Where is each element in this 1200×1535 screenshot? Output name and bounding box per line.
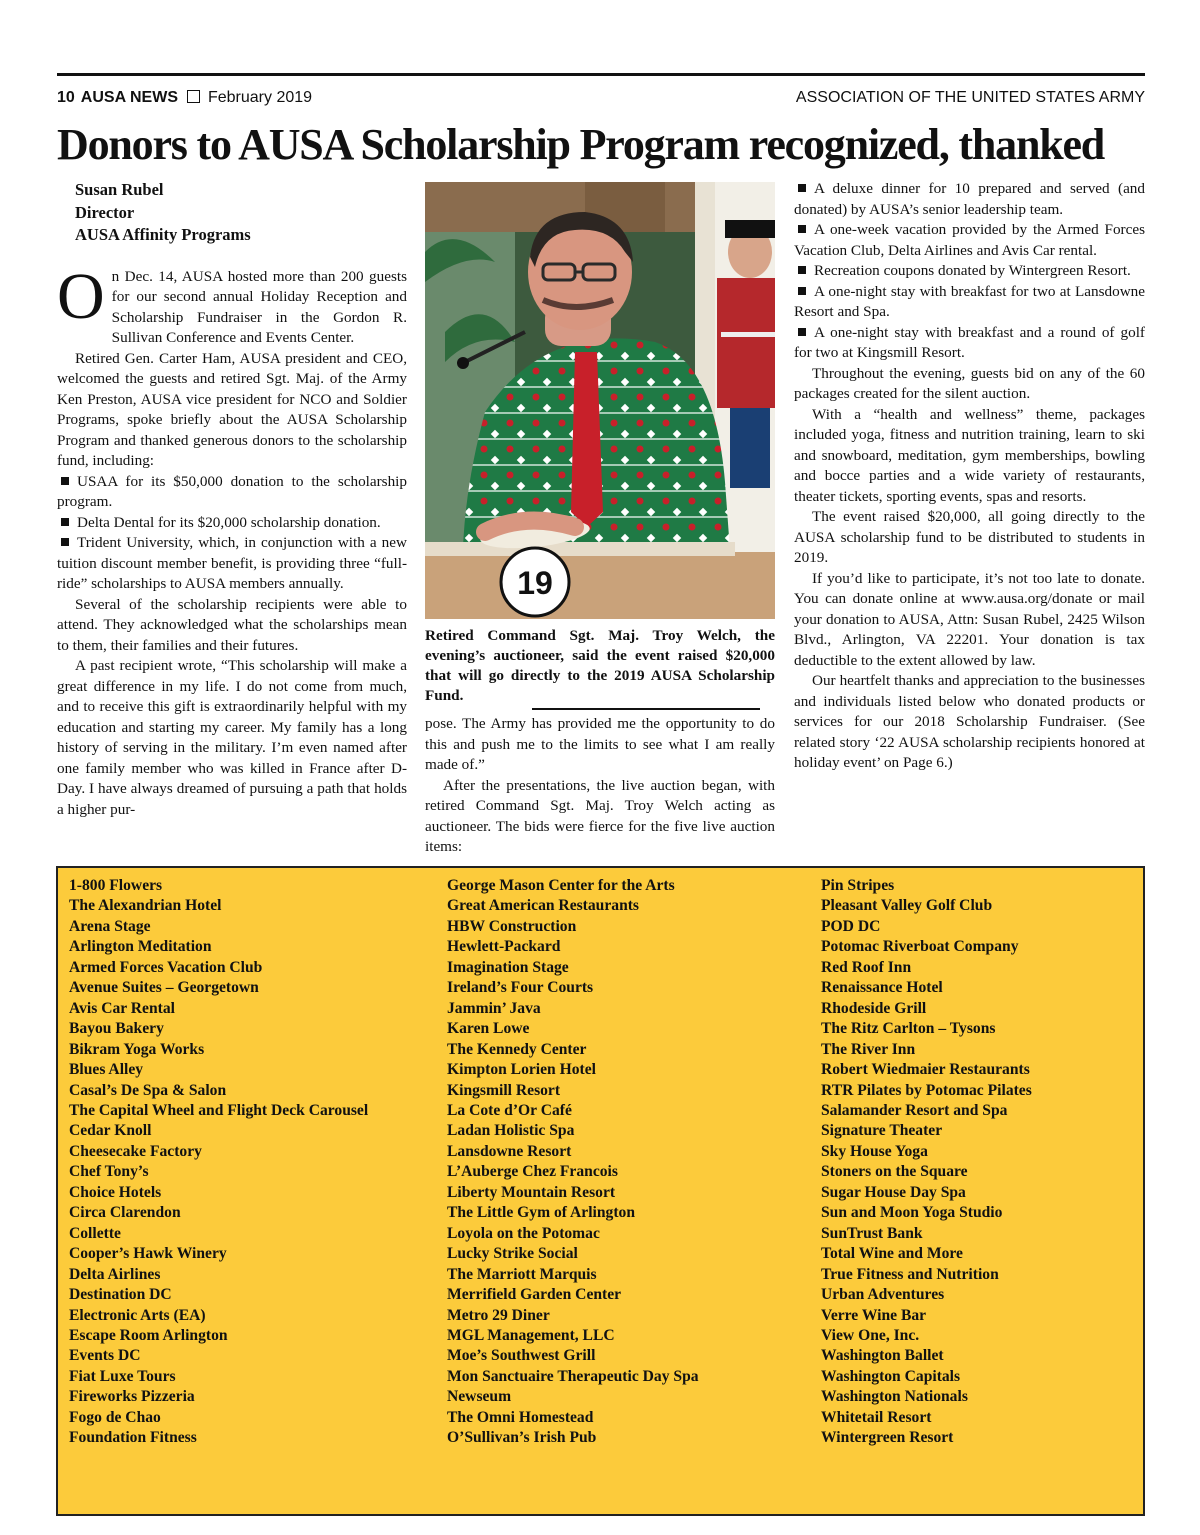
- donor-list-item: Bayou Bakery: [69, 1020, 164, 1038]
- donor-list-item: La Cote d’Or Café: [447, 1101, 572, 1119]
- donor-list-item: RTR Pilates by Potomac Pilates: [821, 1081, 1032, 1099]
- bullet-text: Trident University, which, in conjunction with a new tuition discount member benefit, is providing three “full-ride” scholarships to AUSA members annually.: [57, 534, 407, 592]
- donor-list-item: Potomac Riverboat Company: [821, 938, 1019, 956]
- donor-list-item: True Fitness and Nutrition: [821, 1265, 999, 1283]
- photo-caption: Retired Command Sgt. Maj. Troy Welch, the evening’s auctioneer, said the event raised $20,000 that will go directly to the 2019 AUSA Scholarship Fund.: [425, 627, 775, 704]
- donor-list-item: Choice Hotels: [69, 1183, 162, 1201]
- bullet-item: [794, 179, 1145, 220]
- bullet-item: [57, 513, 407, 534]
- bullet-item: [794, 282, 1145, 323]
- article-paragraph: Throughout the evening, guests bid on any of the 60 packages created for the silent auction.: [794, 364, 1145, 402]
- byline: [57, 179, 407, 247]
- donor-list-item: Great American Restaurants: [447, 897, 639, 915]
- donor-list-item: The Ritz Carlton – Tysons: [821, 1020, 996, 1038]
- bullet-text: Recreation coupons donated by Wintergreen Resort.: [814, 262, 1131, 279]
- issue-date: February 2019: [207, 89, 313, 106]
- article-column-1: [57, 179, 407, 820]
- article-paragraph: Retired Gen. Carter Ham, AUSA president and CEO, welcomed the guests and retired Sgt. Maj. of the Army Ken Preston, AUSA vice president for NCO and Soldier Programs, spoke briefly about the AUSA Scholarship Program and thanked generous donors to the scholarship fund, including:: [57, 349, 407, 469]
- donor-column-1: [69, 876, 368, 1449]
- donor-list-item: Collette: [69, 1224, 121, 1242]
- organization-name: ASSOCIATION OF THE UNITED STATES ARMY: [795, 89, 1145, 106]
- article-paragraph: Several of the scholarship recipients were able to attend. They acknowledged what the scholarships mean to them, their families and their futures.: [57, 595, 407, 654]
- donor-list-item: Wintergreen Resort: [821, 1429, 954, 1447]
- bullet-text: Delta Dental for its $20,000 scholarship donation.: [77, 513, 381, 531]
- donor-list-item: Delta Airlines: [69, 1265, 161, 1283]
- donor-list-item: Sun and Moon Yoga Studio: [821, 1204, 1003, 1222]
- article-column-3: [794, 179, 1145, 774]
- donor-list-item: The Marriott Marquis: [447, 1265, 597, 1283]
- folio: [57, 87, 312, 109]
- donor-list-item: Ladan Holistic Spa: [447, 1122, 575, 1140]
- donor-list-item: Events DC: [69, 1347, 141, 1365]
- top-rule: [57, 73, 1145, 76]
- article-paragraph: With a “health and wellness” theme, packages included yoga, fitness and nutrition training, learn to ski and snowboard, meditation, gym memberships, bowling and bocce parties and a wide variety of restaurants, theater tickets, sporting events, spas and resorts.: [794, 405, 1145, 505]
- bullet-item: [57, 533, 407, 595]
- donor-list-item: Kingsmill Resort: [447, 1081, 561, 1099]
- square-bullet-icon: [798, 184, 806, 192]
- donor-list-item: Washington Nationals: [821, 1388, 968, 1406]
- donor-list-item: Stoners on the Square: [821, 1163, 968, 1181]
- donor-list-item: Escape Room Arlington: [69, 1326, 228, 1344]
- donor-list-item: Loyola on the Potomac: [447, 1224, 600, 1242]
- page-number: 10: [57, 89, 75, 106]
- donor-list-item: 1-800 Flowers: [69, 877, 163, 894]
- bullet-item: [794, 323, 1145, 364]
- article-column-2: [425, 714, 775, 858]
- donor-list-item: George Mason Center for the Arts: [447, 877, 675, 894]
- article-lead-paragraph: [57, 259, 407, 349]
- square-bullet-icon: [61, 518, 69, 526]
- donor-list-item: Bikram Yoga Works: [69, 1040, 205, 1058]
- donor-list-item: Liberty Mountain Resort: [447, 1183, 616, 1201]
- donor-list-item: View One, Inc.: [821, 1326, 920, 1344]
- donor-list-item: Sky House Yoga: [821, 1142, 928, 1160]
- donor-column-3: [821, 876, 1032, 1449]
- donor-list-item: Armed Forces Vacation Club: [69, 958, 263, 976]
- donor-list-item: Newseum: [447, 1388, 512, 1406]
- donor-list-item: Metro 29 Diner: [447, 1306, 550, 1324]
- bullet-text: A one-week vacation provided by the Armed Forces Vacation Club, Delta Airlines and Avis Car rental.: [794, 221, 1145, 259]
- caption-rule: [532, 708, 760, 710]
- article-paragraph: pose. The Army has provided me the opportunity to do this and push me to the limits to see what I am really made of.”: [425, 715, 775, 773]
- page-header: [57, 87, 1145, 109]
- donor-list-item: Sugar House Day Spa: [821, 1183, 966, 1201]
- square-bullet-icon: [61, 538, 69, 546]
- bullet-item: [794, 261, 1145, 282]
- article-paragraph: After the presentations, the live auction began, with retired Command Sgt. Maj. Troy Welch acting as auctioneer. The bids were fierce for the five live auction items:: [425, 776, 775, 855]
- square-bullet-icon: [798, 328, 806, 336]
- donor-list-item: Robert Wiedmaier Restaurants: [821, 1061, 1030, 1079]
- donor-list-item: Avenue Suites – Georgetown: [69, 979, 259, 997]
- article-paragraph: Our heartfelt thanks and appreciation to the businesses and individuals listed below who donated products or services for our 2018 Scholarship Fundraiser. (See related story ‘22 AUSA scholarship recipients honored at holiday event’ on Page 6.): [794, 672, 1145, 771]
- donor-list-item: Foundation Fitness: [69, 1429, 197, 1447]
- square-bullet-icon: [61, 477, 69, 485]
- donor-list-item: Electronic Arts (EA): [69, 1306, 206, 1324]
- donor-column-2: [447, 876, 699, 1449]
- donor-list-item: Moe’s Southwest Grill: [447, 1347, 596, 1365]
- square-bullet-icon: [798, 287, 806, 295]
- bullet-item: [794, 220, 1145, 261]
- donor-list-item: Fiat Luxe Tours: [69, 1367, 176, 1385]
- donor-list-item: Arena Stage: [69, 917, 151, 935]
- donor-list-item: MGL Management, LLC: [447, 1326, 615, 1344]
- donor-list-item: Chef Tony’s: [69, 1163, 149, 1181]
- donor-list-item: Arlington Meditation: [69, 938, 212, 956]
- bullet-text: A one-night stay with breakfast and a round of golf for two at Kingsmill Resort.: [794, 323, 1145, 361]
- donor-list-item: The River Inn: [821, 1040, 916, 1058]
- donor-list-item: Urban Adventures: [821, 1286, 945, 1304]
- donor-list-item: Verre Wine Bar: [821, 1306, 927, 1324]
- donor-list-item: Karen Lowe: [447, 1020, 530, 1038]
- headline: Donors to AUSA Scholarship Program recognized, thanked: [57, 120, 1105, 169]
- bullet-text: A one-night stay with breakfast for two at Lansdowne Resort and Spa.: [794, 282, 1145, 320]
- byline-author: Susan Rubel: [75, 180, 164, 199]
- donor-list-item: Ireland’s Four Courts: [447, 979, 594, 997]
- publication-name: AUSA NEWS: [80, 89, 178, 106]
- donor-list-item: Kimpton Lorien Hotel: [447, 1061, 597, 1079]
- bid-paddle-number: 19: [517, 565, 553, 601]
- donor-list-item: Mon Sanctuaire Therapeutic Day Spa: [447, 1367, 699, 1385]
- donor-list-item: The Kennedy Center: [447, 1040, 587, 1058]
- lead-text: n Dec. 14, AUSA hosted more than 200 guests for our second annual Holiday Reception and Scholarship Fundraiser in the Gordon R. Sullivan Conference and Events Center.: [111, 267, 407, 346]
- donor-list-item: POD DC: [821, 917, 881, 935]
- donor-list-item: Circa Clarendon: [69, 1204, 181, 1222]
- donor-list-item: O’Sullivan’s Irish Pub: [447, 1429, 597, 1447]
- donor-list-item: The Little Gym of Arlington: [447, 1204, 635, 1222]
- article-paragraph: If you’d like to participate, it’s not too late to donate. You can donate online at www.ausa.org/donate or mail your donation to AUSA, Attn: Susan Rubel, 2425 Wilson Blvd., Arlington, VA 22201. Your donation is tax deductible to the extent allowed by law.: [794, 569, 1145, 669]
- donor-list-item: The Capital Wheel and Flight Deck Carousel: [69, 1101, 369, 1119]
- auctioneer-photo: [425, 182, 775, 619]
- donor-list-item: Fogo de Chao: [69, 1408, 161, 1426]
- donor-list-item: Avis Car Rental: [69, 999, 175, 1017]
- donor-list-item: Lansdowne Resort: [447, 1142, 572, 1160]
- donor-list-item: The Alexandrian Hotel: [69, 897, 222, 915]
- donor-list-item: Signature Theater: [821, 1122, 943, 1140]
- donor-list-item: Renaissance Hotel: [821, 979, 943, 997]
- donor-list-item: Cedar Knoll: [69, 1122, 152, 1140]
- donor-list-item: Fireworks Pizzeria: [69, 1388, 195, 1406]
- bullet-text: A deluxe dinner for 10 prepared and served (and donated) by AUSA’s senior leadership team.: [794, 180, 1145, 218]
- byline-title: Director: [75, 202, 135, 222]
- donor-list-box: [56, 866, 1145, 1516]
- square-bullet-icon: [798, 225, 806, 233]
- article-paragraph-quote: A past recipient wrote, “This scholarship will make a great difference in my life. I do not come from much, and to receive this gift is extraordinarily helpful with my education and starting my career. My family has a long history of serving in the military. I’m even named after one family member who was killed in France after D-Day. I have always dreamed of pursuing a path that holds a higher pur-: [57, 657, 407, 818]
- donor-list-item: Jammin’ Java: [447, 999, 541, 1017]
- donor-list-item: Blues Alley: [69, 1061, 144, 1079]
- donor-list-item: Destination DC: [69, 1286, 172, 1304]
- donor-list-item: Cheesecake Factory: [69, 1142, 202, 1160]
- donor-list-item: SunTrust Bank: [821, 1224, 923, 1242]
- donor-list-item: Whitetail Resort: [821, 1408, 932, 1426]
- article-paragraph: The event raised $20,000, all going directly to the AUSA scholarship fund to be distributed to students in 2019.: [794, 508, 1145, 566]
- square-bullet-icon: [798, 266, 806, 274]
- donor-list-item: Casal’s De Spa & Salon: [69, 1081, 227, 1099]
- donor-list-item: Pleasant Valley Golf Club: [821, 897, 993, 915]
- donor-list-item: Hewlett-Packard: [447, 938, 561, 956]
- donor-list-item: Salamander Resort and Spa: [821, 1101, 1008, 1119]
- byline-department: AUSA Affinity Programs: [75, 225, 251, 244]
- checkbox-bullet-icon: [187, 90, 200, 103]
- donor-list-item: Washington Ballet: [821, 1347, 944, 1365]
- donor-list-item: Red Roof Inn: [821, 958, 912, 976]
- bullet-text: USAA for its $50,000 donation to the scholarship program.: [57, 472, 407, 510]
- donor-list-item: Washington Capitals: [821, 1367, 961, 1385]
- drop-cap: O: [57, 259, 105, 333]
- donor-list-item: Pin Stripes: [821, 877, 895, 894]
- bullet-item: [57, 472, 407, 513]
- donor-list-item: Cooper’s Hawk Winery: [69, 1245, 227, 1263]
- donor-list-item: Total Wine and More: [821, 1245, 963, 1263]
- donor-list-item: Merrifield Garden Center: [447, 1286, 622, 1304]
- auctioneer-illustration: [425, 182, 775, 619]
- donor-list-item: Lucky Strike Social: [447, 1245, 578, 1263]
- donor-list-item: The Omni Homestead: [447, 1408, 594, 1426]
- donor-list-item: Rhodeside Grill: [821, 999, 927, 1017]
- donor-list-item: Imagination Stage: [447, 958, 569, 976]
- donor-list-item: HBW Construction: [447, 917, 577, 935]
- donor-list-item: L’Auberge Chez Francois: [447, 1163, 618, 1181]
